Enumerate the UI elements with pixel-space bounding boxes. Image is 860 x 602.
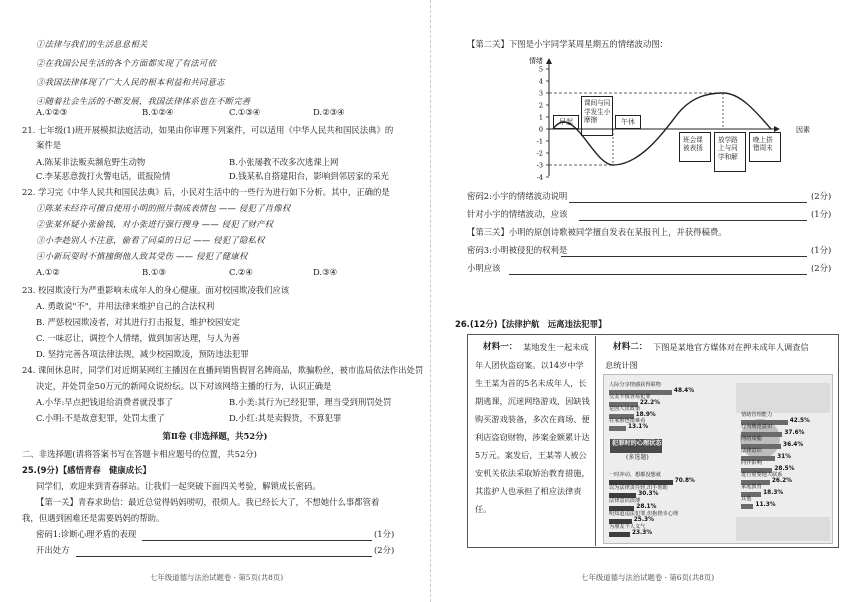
page-5-footer: 七年级道德与法治试题卷 · 第5页(共8页) [150, 573, 284, 582]
part-2-title: 第Ⅱ卷 (非选择题，共52分) [162, 431, 268, 441]
bar-label: 家庭教育 [741, 484, 762, 490]
chart-box-early-label: 早起 [559, 118, 573, 126]
bar-value: 18.3% [763, 490, 784, 496]
q25-key-1b-score: (2分) [374, 545, 395, 555]
y-tick-label: -4 [536, 173, 543, 182]
q26-title: 26.(12分)【法律护航 远离违法犯罪】 [455, 319, 607, 329]
chart-box-nap [615, 115, 641, 129]
q21-stem-cont: 案件是 [36, 140, 62, 150]
key-2-answer-line[interactable] [569, 202, 807, 203]
bar-label: 人际分享情感获得联物 [609, 382, 661, 388]
chart-box-conflict-label: 课间与同学发生小摩擦 [584, 99, 611, 125]
bar-label: 法律意识淡薄 [609, 498, 641, 504]
y-tick-label: 5 [538, 65, 543, 74]
q22-option-4: ④小新玩耍时不慎撞倒他人致其受伤 —— 侵犯了健康权 [36, 251, 248, 261]
bar-value: 37.6% [784, 430, 805, 436]
material-2-line-1: 下图是某地官方媒体对在押未成年人调查信 [653, 342, 809, 352]
bar-label: 一时冲动，想都没想就 [609, 472, 661, 478]
key-3b-score: (2分) [811, 263, 832, 273]
y-tick-label: 3 [538, 89, 543, 98]
bar-label: 为朋友个人义气 [609, 524, 646, 530]
bar-label: 同伴影响 [741, 460, 762, 466]
bar-label: 网络成瘾 [741, 436, 762, 442]
key-3-label: 密码3:小明被侵犯的权利是 [467, 245, 568, 255]
bar-value: 26.2% [771, 478, 792, 484]
q21-choice-a[interactable]: A.陈某非法贩卖濒危野生动物 [36, 157, 146, 167]
page-6-footer: 七年级道德与法治试题卷 · 第6页(共8页) [581, 573, 715, 582]
bar-label: 法律意识 [741, 448, 762, 454]
q25-title: 25.(9分)【感悟青春 健康成长】 [22, 465, 151, 475]
key-2b-score: (1分) [811, 209, 832, 219]
chart-box-evening [749, 132, 781, 162]
key-2b-answer-line[interactable] [579, 220, 807, 221]
q20-choice-c[interactable]: C.①③④ [229, 107, 261, 117]
bar-value: 48.4% [673, 388, 695, 394]
key-2-score: (2分) [811, 191, 832, 201]
material-1-line-8: 安机关依法采取矫治教育措施， [475, 468, 590, 478]
q22-option-2: ②张某怀疑小张偷钱，对小张进行强行搜身 —— 侵犯了财产权 [36, 219, 274, 229]
chart-box-nap-label: 午休 [621, 118, 635, 126]
q20-option-4: ④随着社会生活的不断发展，我国法律体系也在不断完善 [36, 96, 251, 106]
q22-choice-c[interactable]: C.②④ [229, 267, 253, 277]
q22-stem: 22. 学习完《中华人民共和国民法典》后，小民对生活中的一些行为进行如下分析。其中，正确的是 [22, 187, 390, 197]
y-axis-label: 情绪 [529, 57, 543, 65]
q21-stem: 21. 七年级(1)班开展模拟法庭活动，如果由你审理下列案件，可以适用《中华人民共和国民法典》的 [22, 125, 394, 135]
q25-pass-1: 【第一关】青春求助信：最近总觉得妈妈唠叨，很烦人。我已经长大了，不想她什么事都管着 [36, 497, 380, 507]
chart-box-praised [679, 132, 711, 162]
chart-box-evening-label: 晚上搭错周末 [753, 136, 773, 153]
bar-value: 70.8% [674, 478, 695, 484]
y-tick-label: 2 [538, 101, 543, 110]
q25-pass-1-cont: 我，但遇到困难还是需要妈妈的帮助。 [22, 513, 165, 523]
q22-choice-a[interactable]: A.①② [36, 267, 60, 277]
bar [609, 426, 626, 431]
bar-value: 28.5% [774, 466, 795, 472]
materials-divider [595, 336, 596, 546]
bar-label: 在家脸色很难看 [609, 418, 646, 424]
q21-choice-c[interactable]: C.李某恶意拨打火警电话，谎报险情 [36, 171, 171, 181]
key-2b-label: 针对小宇的情绪波动，应该 [467, 209, 568, 219]
bar-label: 其他 [741, 496, 752, 502]
y-tick-label: -3 [536, 161, 543, 170]
pass-2-title: 【第二关】下图是小宇同学某周星期五的情绪波动图： [467, 39, 668, 49]
material-1-line-2: 年人团伙盗窃案。以14岁中学 [475, 360, 584, 370]
chart-box-reconcile-label: 放学路上与同学和解 [718, 136, 738, 161]
y-tick-label: -2 [536, 149, 543, 158]
q20-option-3: ③我国法律体现了广大人民的根本利益和共同意志 [36, 77, 225, 87]
q20-option-1: ①法律与我们的生活息息相关 [36, 39, 148, 49]
section-2-heading: 二、非选择题(请将答案书写在答题卡相应题号的位置，共52分) [22, 449, 257, 459]
exam-page-6 [430, 0, 860, 602]
q20-option-2: ②在我国公民生活的各个方面都实现了有法可依 [36, 58, 217, 68]
key-3b-label: 小明应该 [467, 263, 501, 273]
infographic-note-block-2 [736, 517, 830, 541]
y-tick-label: 1 [538, 113, 543, 122]
y-tick-label: -1 [536, 137, 543, 146]
bar [741, 504, 753, 509]
bar-label: 交友不慎容易犯罪 [609, 394, 651, 400]
q20-choice-a[interactable]: A.①②③ [36, 107, 68, 117]
y-tick-label: 4 [538, 77, 543, 86]
bar-label: 以为法律责任轻,出手帮助 [609, 485, 668, 491]
q25-key-1-score: (1分) [374, 529, 395, 539]
bar-label: 情绪管理能力 [741, 412, 773, 418]
q21-choice-b[interactable]: B.小张屡教不改多次逃课上网 [229, 157, 339, 167]
q25-key-1b-answer-line[interactable] [76, 556, 372, 557]
q25-key-1b-label: 开出处方 [36, 545, 70, 555]
material-1-line-3: 生王某为首的5名未成年人，长 [475, 378, 587, 388]
q23-stem: 23. 校园欺凌行为严重影响未成年人的身心健康。面对校园欺凌我们应该 [22, 285, 290, 295]
emotion-wave-chart [491, 56, 831, 184]
key-3-answer-line[interactable] [561, 256, 807, 257]
q24-choice-c[interactable]: C.小明:不是故意犯罪，处罚太重了 [36, 413, 165, 423]
q25-key-1-answer-line[interactable] [142, 540, 372, 541]
bar-value: 23.3% [631, 530, 653, 536]
bar-value: 11.3% [755, 502, 776, 508]
q21-choice-d[interactable]: D.钱某私自搭建阳台，影响到邻居家的采光 [229, 171, 389, 181]
q23-choice-d[interactable]: D. 坚持完善各项法律法规，减少校园欺凌，预防违法犯罪 [36, 349, 249, 359]
q22-option-1: ①陈某未经许可擅自使用小明的照片制成表情包 —— 侵犯了肖像权 [36, 203, 291, 213]
bar-value: 13.1% [628, 424, 649, 430]
material-1-line-10: 任。 [475, 504, 492, 514]
bar-value: 22.2% [639, 400, 660, 406]
q22-choice-b[interactable]: B.①③ [142, 267, 166, 277]
q20-choice-b[interactable]: B.①②④ [142, 107, 174, 117]
q24-stem-cont: 决定，并处罚金50万元的新闻众说纷纭。以下对该网络主播的行为，认识正确是 [36, 381, 332, 391]
chart-box-conflict [581, 96, 613, 136]
q23-choice-a[interactable]: A. 勇敢说"不"，并用法律来维护自己的合法权利 [36, 301, 215, 311]
material-2-title: 材料二： [613, 342, 648, 352]
bar-value: 36.4% [783, 442, 804, 448]
bar-label: 明知道违法犯罪,但抱侥幸心理 [609, 511, 679, 517]
q22-choice-d[interactable]: D.③④ [313, 267, 338, 277]
bar-value: 42.5% [789, 418, 810, 424]
q23-choice-c[interactable]: C. 一味忍让，调控个人情绪，做到加害达理，与人为善 [36, 333, 241, 343]
y-axis-ticks [537, 66, 549, 182]
y-axis-arrow [546, 58, 552, 64]
q24-choice-b[interactable]: B.小美:其行为已经犯罪，理当受到刑罚处罚 [229, 397, 392, 407]
material-1-line-5: 购买游戏装备，多次在商场、便 [475, 414, 590, 424]
q23-choice-b[interactable]: B. 严惩校园欺凌者，对其进行打击报复，维护校园安定 [36, 317, 241, 327]
bar-value: 18.9% [635, 412, 656, 418]
y-tick-label: 0 [538, 125, 543, 134]
material-1-line-1: 某地发生一起未成 [523, 342, 589, 352]
q24-choice-d[interactable]: D.小红:其是卖假货，不算犯罪 [229, 413, 342, 423]
bar-label: 是因人民政策 [609, 406, 641, 412]
q25-intro: 同学们，欢迎来到青春驿站。让我们一起突破下面四关考验，解锁成长密码。 [36, 481, 321, 491]
key-3b-answer-line[interactable] [509, 274, 807, 275]
bar [609, 532, 630, 537]
chart-box-early [553, 115, 579, 129]
bar-label: 行为规范意识 [741, 424, 773, 430]
pass-3-title: 【第三关】小明的原创诗歌被同学擅自发表在某报刊上，并获得稿费。 [467, 227, 727, 237]
psych-subtitle: (多选题) [626, 454, 649, 461]
chart-box-reconcile [714, 132, 746, 172]
bar-value: 31% [777, 454, 791, 460]
q22-option-3: ③小李趁别人不注意，偷看了同桌的日记 —— 侵犯了隐私权 [36, 235, 265, 245]
x-axis-label: 因素 [796, 126, 810, 134]
material-1-title: 材料一： [483, 342, 518, 352]
material-2-line-2: 息统计图 [605, 360, 638, 370]
bar-value: 28.1% [636, 504, 657, 510]
psych-title: 犯罪时的心理状态 [612, 440, 662, 447]
key-3-score: (1分) [811, 245, 832, 255]
chart-box-praised-label: 班会课被表扬 [683, 136, 703, 153]
material-1-line-6: 利店盗窃财物，涉案金额累计达 [475, 432, 590, 442]
bar-value: 25.3% [633, 517, 654, 523]
q24-stem: 24. 课间休息时，同学们对近期某网红主播因在直播间销售假冒名牌商品，欺骗粉丝，被市监局依法作出处罚 [22, 365, 424, 375]
q20-choice-d[interactable]: D.②③④ [313, 107, 345, 117]
key-2-label: 密码2:小宇的情绪波动说明 [467, 191, 568, 201]
q24-choice-a[interactable]: A.小华:早点把钱退给消费者就没事了 [36, 397, 174, 407]
q25-key-1-label: 密码1:诊断心理矛盾的表现 [36, 529, 137, 539]
bar-label: 进行重要他人联系 [741, 472, 783, 478]
material-1-line-9: 其监护人也承担了相应法律责 [475, 486, 582, 496]
infographic-note-block [736, 383, 830, 413]
material-1-line-4: 期逃课，沉迷网络游戏，因缺钱 [475, 396, 590, 406]
bar-value: 30.3% [638, 491, 659, 497]
material-1-line-7: 5万元。案发后，王某等人被公 [475, 450, 587, 460]
